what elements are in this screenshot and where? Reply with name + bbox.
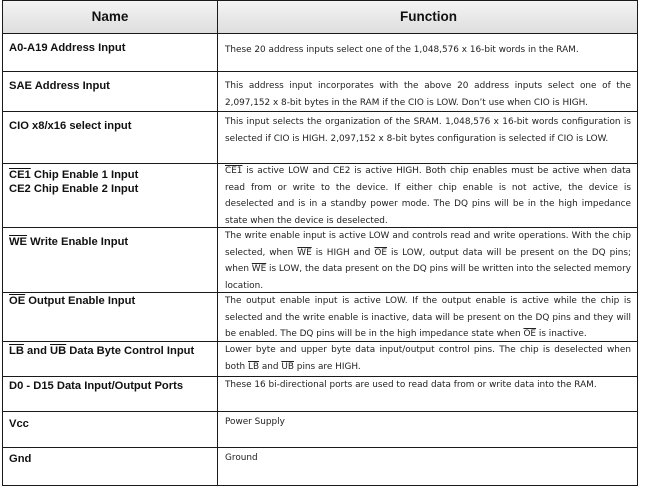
name-text: Data Byte Control Input [66,345,195,357]
table-row [3,293,637,342]
pin-name [9,235,215,249]
pin-function: This address input incorporates with the above 20 address inputs select one of the 2,097,152 x 8-bit bytes in the RAM if the CIO is LOW. Don’t use when CIO is HIGH. [225,81,631,108]
pin-function: Power Supply [225,417,285,427]
column-divider [217,164,218,227]
pin-name [9,294,215,308]
name-text: and [23,345,51,357]
function-text: is LOW, output data will be present on the DQ pins; when [225,247,631,275]
function-text: The output enable input is active LOW. If the output enable is active while the chip is selected and the write enable is inactive, data will be present on the DQ pins and they will be enabled. The DQ pins will be in the high impedance state when [225,296,631,340]
table-row [3,228,637,293]
header-function: Function [400,9,457,24]
oe-signal-ref: $\overline{OE}$ [374,247,387,258]
ub-signal: $\overline{UB}$ [50,345,67,357]
column-divider [217,342,218,376]
pin-function-table [2,0,638,486]
pin-name: Gnd [9,453,32,465]
oe-signal: $\overline{OE}$ [9,295,26,307]
ce1-signal: CE1 [9,169,31,181]
we-signal: $\overline{WE}$ [9,236,28,248]
column-divider [217,112,218,163]
ce2-label: CE2 Chip Enable 2 Input [9,183,139,195]
pin-name: SAE Address Input [9,80,110,92]
column-divider [217,34,218,71]
lb-signal-ref: $\overline{LB}$ [248,361,260,372]
we-label: Write Enable Input [27,236,129,248]
we-signal-ref: $\overline{WE}$ [251,264,267,275]
pin-function: Ground [225,453,258,463]
table-header [3,1,637,34]
function-text: pins are HIGH. [293,361,361,372]
function-text: The write enable input is active LOW and controls read and write operations. With the chip selected, when [225,231,631,258]
ce1-signal-ref: CE1 [225,166,243,176]
pin-function: This input selects the organization of the SRAM. 1,048,576 x 16-bit words configuration is selected if CIO is HIGH. 2,097,152 x 8-bit bytes configuration is selected if CIO is LOW. [225,117,631,144]
pin-name: A0-A19 Address Input [9,42,126,54]
table-row [3,34,637,72]
pin-function [225,228,631,294]
pin-name: CIO x8/x16 select input [9,120,132,132]
column-divider [217,412,218,447]
lb-signal: $\overline{LB}$ [9,345,24,357]
table-row [3,448,637,486]
function-text: is HIGH and [311,247,375,258]
pin-function: These 20 address inputs select one of the 1,048,576 x 16-bit words in the RAM. [225,45,579,55]
pin-name: Vcc [9,418,29,430]
pin-function [225,163,631,229]
oe-label: Output Enable Input [25,295,136,307]
table-row [3,164,637,228]
pin-name [9,344,215,358]
oe-signal-ref: $\overline{OE}$ [523,329,537,340]
column-divider [217,377,218,411]
function-text: and [259,361,282,372]
function-text: is inactive. [536,329,587,340]
function-text: is LOW, the data present on the DQ pins will be written into the selected memory location. [225,264,631,291]
column-divider [217,448,218,486]
pin-name [9,168,215,196]
pin-function [225,342,631,375]
column-divider [217,293,218,341]
table-row [3,377,637,412]
pin-name: D0 - D15 Data Input/Output Ports [9,380,184,392]
pin-function [225,293,631,343]
ub-signal-ref: $\overline{UB}$ [281,361,294,372]
table-row [3,112,637,164]
table-row [3,72,637,112]
table-row [3,412,637,448]
table-row [3,342,637,377]
header-name: Name [91,9,129,24]
column-divider [217,72,218,111]
ce1-label: Chip Enable 1 Input [30,169,139,181]
function-text: Lower byte and upper byte data input/output control pins. The chip is deselected when both [225,345,631,372]
column-divider [217,228,218,292]
function-text: is active LOW and CE2 is active HIGH. Both chip enables must be active when data read from or write to the device. If either chip enable is not active, the device is deselected and is in a standby power mode. The DQ pins will be in the high impedance state when the device is deselected. [225,166,631,226]
we-signal-ref: $\overline{WE}$ [297,247,312,258]
pin-function: These 16 bi-directional ports are used to read data from or write data into the RAM. [225,380,597,390]
